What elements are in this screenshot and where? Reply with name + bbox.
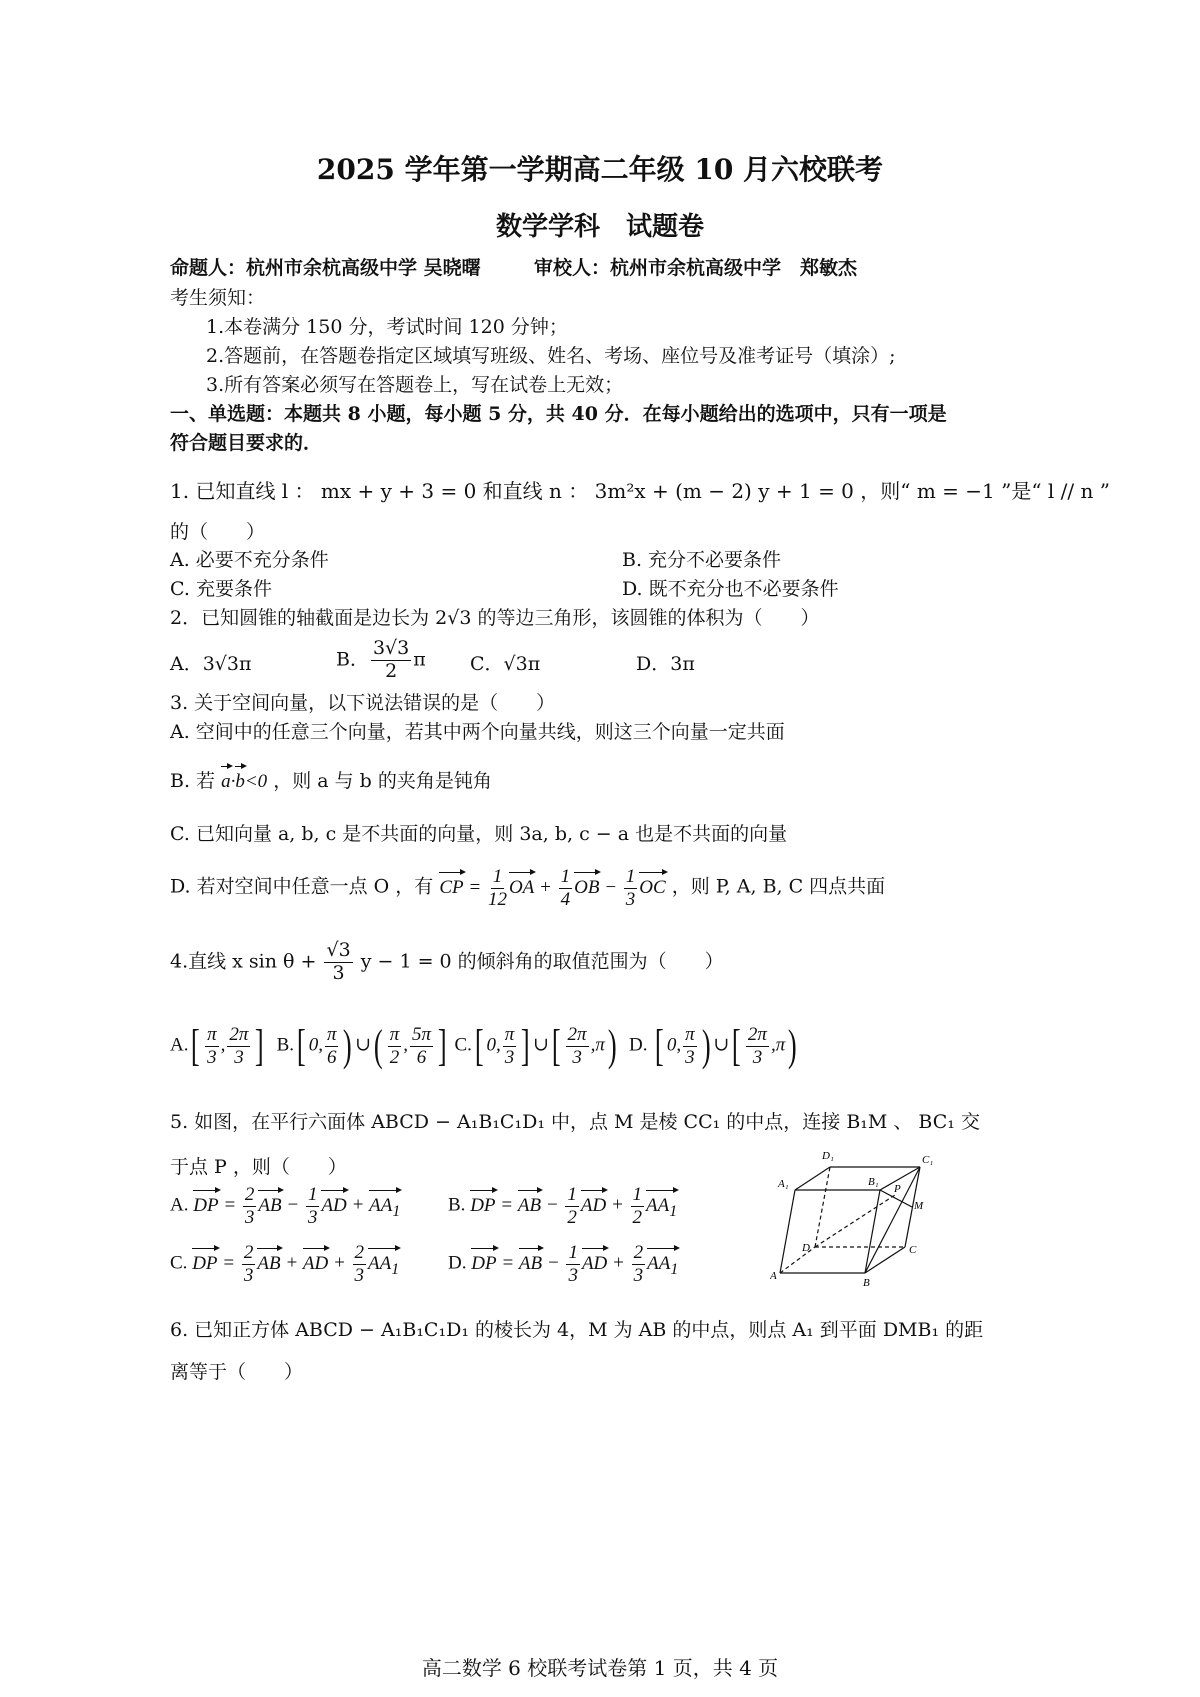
notice-label: 考生须知： xyxy=(170,287,266,309)
question-1-option-c: C. 充要条件 xyxy=(170,578,272,600)
option-letter: B. xyxy=(276,1034,295,1056)
question-4-options: A.[ $\frac{\pi}{3}$ , $\frac{2\pi}{3}$ ] B.[ 0, $\frac{\pi}{6}$ ) ∪( $\frac{\pi}{2}$ , $\frac{5\pi}{6}$ ] C.[ 0, $\frac{\pi}{3}$ ] ∪[ $\frac{2\pi}{3}$ ,π) D. [ 0, $\frac{\pi}{3}$ ) ∪[ $\frac{2\pi}{3}$ ,π) xyxy=(170,1021,797,1071)
figure-label: A xyxy=(770,1270,777,1282)
question-1-option-a: A. 必要不充分条件 xyxy=(170,549,329,571)
question-5-stem-cont: 于点 P ，则（ ） xyxy=(170,1156,347,1178)
option-letter: A. xyxy=(170,1034,189,1056)
option-letter: C. xyxy=(454,1034,472,1056)
pi-symbol: π xyxy=(413,648,426,671)
stem-text: 4.直线 x sin θ + xyxy=(170,950,323,973)
reviewer-line: 审校人：杭州市余杭高级中学 郑敏杰 xyxy=(534,257,858,279)
figure-label: D₁ xyxy=(822,1150,834,1162)
option-text: D. 若对空间中任意一点 O ，有 xyxy=(170,875,440,898)
option-text: ，则 a 与 b 的夹角是钝角 xyxy=(267,770,492,792)
question-1-stem-cont: 的（ ） xyxy=(170,521,266,543)
question-5-stem: 5. 如图，在平行六面体 ABCD − A₁B₁C₁D₁ 中，点 M 是棱 CC₁ 的中点，连接 B₁M 、 BC₁ 交 xyxy=(170,1111,980,1133)
exam-title: 2025 学年第一学期高二年级 10 月六校联考 xyxy=(316,153,884,186)
option-letter: B． xyxy=(336,648,369,671)
question-4-stem xyxy=(170,940,724,985)
question-5-option-a: A. DP = $\frac{2}{3}$ AB − $\frac{1}{3}$ AD + $AA_1$ xyxy=(170,1184,401,1228)
option-letter: C. xyxy=(170,1252,188,1274)
option-letter: D. xyxy=(629,1034,648,1056)
question-3-stem: 3. 关于空间向量，以下说法错误的是（ ） xyxy=(170,692,556,714)
fraction-denominator: 2 xyxy=(385,659,398,682)
dot-product-expression: a·b<0 xyxy=(221,771,267,792)
option-text: B. 若 xyxy=(170,770,222,792)
question-3-option-d xyxy=(170,866,885,911)
question-1-option-d: D. 既不充分也不必要条件 xyxy=(622,578,839,600)
question-2-option-a: A．3√3π xyxy=(170,653,252,675)
author-line: 命题人：杭州市余杭高级中学 吴晓曙 xyxy=(170,257,481,279)
figure-label: M xyxy=(914,1200,924,1212)
question-6-stem: 6. 已知正方体 ABCD − A₁B₁C₁D₁ 的棱长为 4，M 为 AB 的中点，则点 A₁ 到平面 DMB₁ 的距 xyxy=(170,1319,984,1341)
vector-equation: CP = $\frac{1}{12}$ OA + $\frac{1}{4}$ OB − $\frac{1}{3}$ OC xyxy=(439,866,666,910)
question-5-option-d: D. DP = AB − $\frac{1}{3}$ AD + $\frac{2}{3}$ $AA_1$ xyxy=(448,1242,679,1286)
question-3-option-a: A. 空间中的任意三个向量，若其中两个向量共线，则这三个向量一定共面 xyxy=(170,721,785,743)
notice-item: 3.所有答案必须写在答题卷上，写在试卷上无效； xyxy=(206,374,624,396)
question-6-stem-cont: 离等于（ ） xyxy=(170,1361,304,1383)
question-5-option-c: C. DP = $\frac{2}{3}$ AB + AD + $\frac{2}{3}$ $AA_1$ xyxy=(170,1242,400,1286)
exam-subtitle: 数学学科 试题卷 xyxy=(495,212,704,242)
option-letter: B. xyxy=(448,1194,466,1216)
question-2-option-d: D．3π xyxy=(636,653,695,675)
option-letter: D. xyxy=(448,1252,467,1274)
figure-label: D xyxy=(802,1242,810,1254)
page-footer: 高二数学 6 校联考试卷第 1 页，共 4 页 xyxy=(421,1656,779,1680)
figure-label: C xyxy=(909,1244,917,1256)
notice-item: 2.答题前，在答题卷指定区域填写班级、姓名、考场、座位号及准考证号（填涂）; xyxy=(206,345,896,367)
question-2-option-c: C．√3π xyxy=(470,653,541,675)
section-heading: 一、单选题：本题共 8 小题，每小题 5 分，共 40 分．在每小题给出的选项中，只有一项是 xyxy=(170,403,947,425)
question-3-option-c: C. 已知向量 a, b, c 是不共面的向量，则 3a, b, c − a 也是不共面的向量 xyxy=(170,823,788,845)
notice-item: 1.本卷满分 150 分，考试时间 120 分钟； xyxy=(206,316,568,338)
parallelepiped-figure xyxy=(770,1145,940,1290)
section-heading-cont: 符合题目要求的． xyxy=(170,432,323,454)
question-1-stem: 1. 已知直线 l ： mx + y + 3 = 0 和直线 n ： 3m²x + (m − 2) y + 1 = 0 ，则“ m = −1 ”是“ l // n ” xyxy=(170,479,1110,503)
figure-label: P xyxy=(894,1183,901,1195)
figure-label: B xyxy=(863,1277,870,1289)
figure-label: B₁ xyxy=(868,1176,879,1188)
fraction-numerator: 3√3 xyxy=(372,637,410,659)
figure-label: A₁ xyxy=(778,1178,789,1190)
fraction-numerator: √3 xyxy=(326,939,351,961)
option-text: ，则 P, A, B, C 四点共面 xyxy=(665,875,886,898)
question-2-option-b xyxy=(336,638,426,683)
question-3-option-b xyxy=(170,764,492,795)
fraction-denominator: 3 xyxy=(332,961,345,984)
question-1-option-b: B. 充分不必要条件 xyxy=(622,549,782,571)
option-letter: A. xyxy=(170,1194,189,1216)
figure-label: C₁ xyxy=(922,1154,934,1166)
question-5-option-b: B. DP = AB − $\frac{1}{2}$ AD + $\frac{1}{2}$ $AA_1$ xyxy=(448,1184,678,1228)
question-2-stem: 2．已知圆锥的轴截面是边长为 2√3 的等边三角形，该圆锥的体积为（ ） xyxy=(170,607,820,629)
stem-text: y − 1 = 0 的倾斜角的取值范围为（ ） xyxy=(354,950,724,973)
